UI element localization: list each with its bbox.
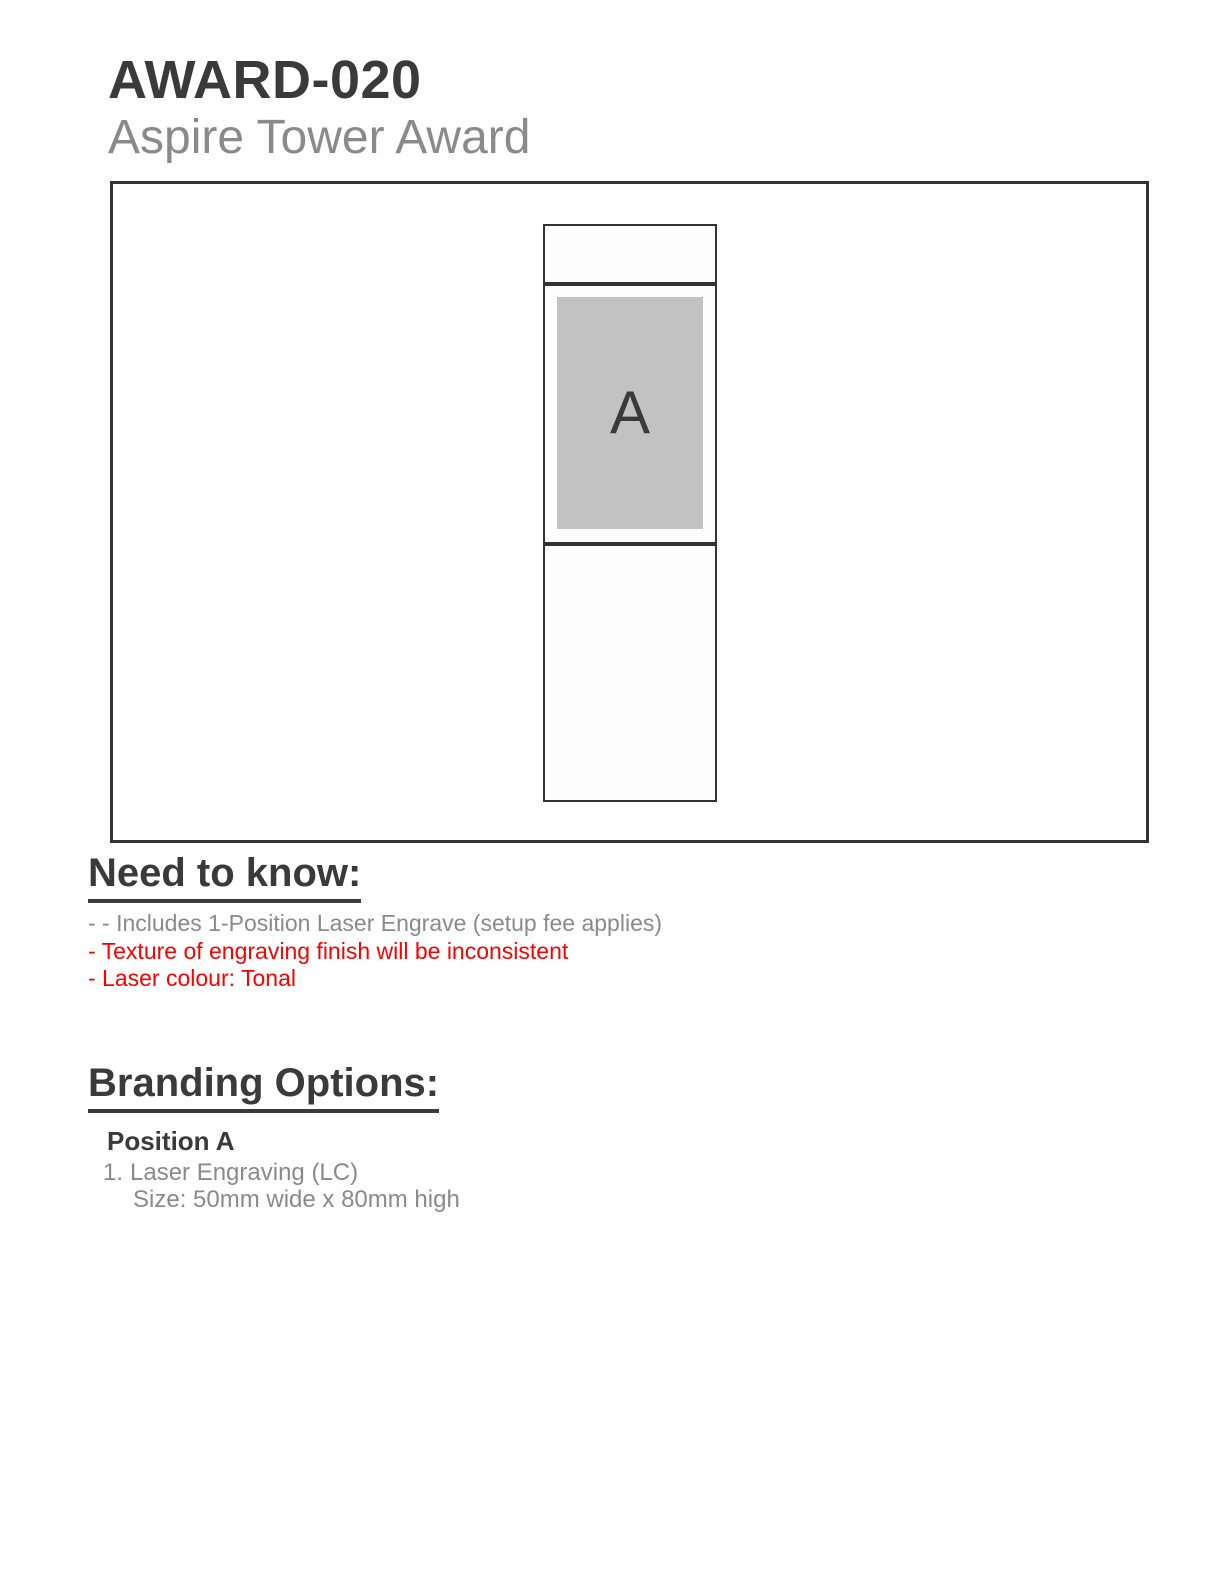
need-to-know-notes — [88, 910, 662, 993]
branding-method-label: Laser Engraving (LC) — [130, 1159, 359, 1186]
note-texture-inconsistent: - Texture of engraving finish will be inconsistent — [88, 937, 569, 964]
branding-method-line — [103, 1159, 358, 1187]
tower-award-outline — [543, 224, 717, 802]
position-a-title: Position A — [107, 1126, 235, 1156]
note-laser-colour-tonal: - Laser colour: Tonal — [88, 965, 296, 991]
branding-position-a-area — [557, 297, 703, 529]
position-a-marker: A — [609, 379, 651, 446]
product-code-title: AWARD-020 — [108, 50, 422, 110]
tower-top-section — [545, 226, 715, 282]
branding-method-number: 1. — [103, 1159, 124, 1186]
branding-options-heading: Branding Options: — [88, 1061, 439, 1113]
product-name-subtitle: Aspire Tower Award — [108, 111, 531, 164]
branding-method-size: Size: 50mm wide x 80mm high — [133, 1186, 460, 1213]
note-includes-laser-engrave: - - Includes 1-Position Laser Engrave (setup fee applies) — [88, 910, 663, 936]
product-diagram-box — [110, 181, 1149, 843]
need-to-know-heading: Need to know: — [88, 851, 361, 903]
tower-middle-section — [545, 286, 715, 542]
tower-base-section — [545, 546, 715, 800]
